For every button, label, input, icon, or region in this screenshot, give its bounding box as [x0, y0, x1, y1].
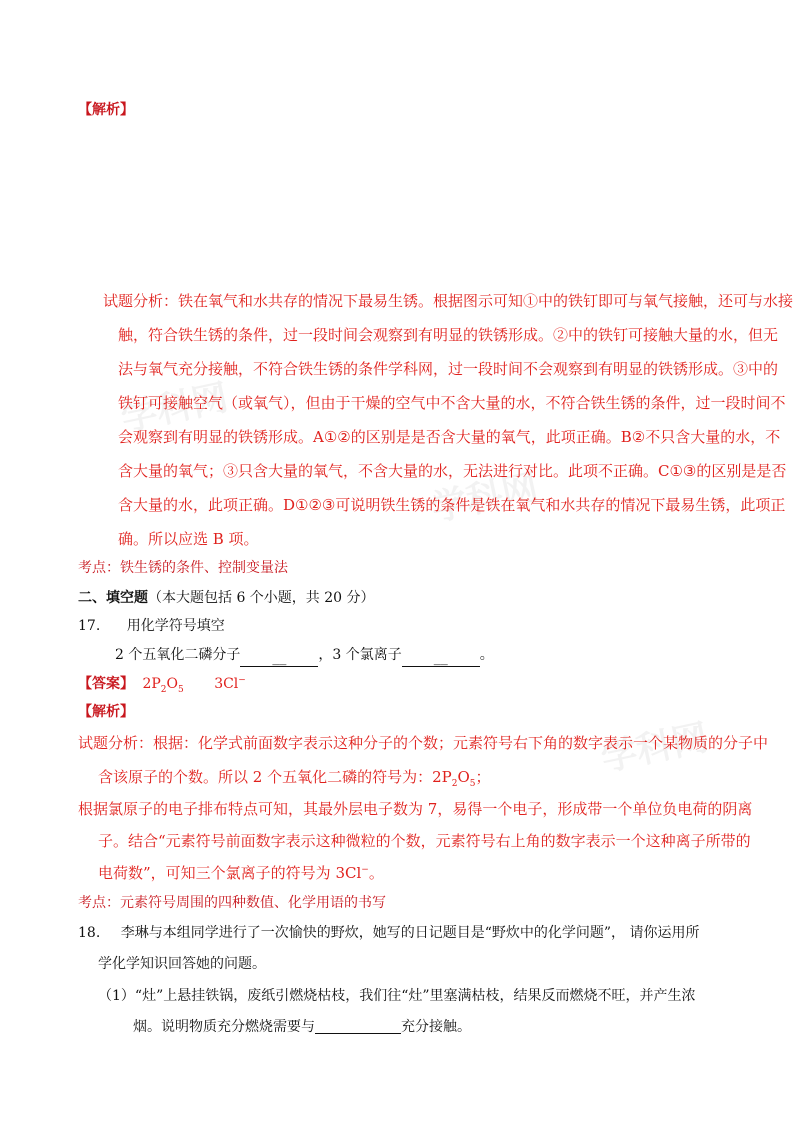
analysis-line: 含大量的水，此项正确。D①②③可说明铁生锈的条件是铁在氧气和水共存的情况下最易生锈，此项正	[118, 496, 786, 514]
question-17	[78, 615, 225, 635]
question-text: 学化学知识回答她的问题。	[98, 956, 266, 972]
analysis-line: 试题分析：根据：化学式前面数字表示这种分子的个数；元素符号右下角的数字表示一个某物质的分子中	[78, 734, 769, 752]
analysis-line: 确。所以应选 B 项。	[118, 530, 259, 548]
section-note: （本大题包括 6 个小题，共 20 分）	[148, 590, 375, 606]
analysis-label: 【解析】	[78, 704, 134, 720]
answer-line	[78, 673, 246, 695]
analysis-line: 会观察到有明显的铁锈形成。A①②的区别是是否含大量的氧气，此项正确。B②不只含大量的水，不	[118, 428, 781, 446]
section-title-label: 二、填空题	[78, 590, 148, 606]
question-18	[78, 922, 699, 942]
answer-blank[interactable]: __	[402, 650, 480, 667]
analysis-line: 子。结合“元素符号前面数字表示这种微粒的个数，元素符号右上角的数字表示一个这种离子所带的	[98, 832, 751, 850]
section-title	[78, 587, 375, 607]
analysis-line: 含该原子的个数。所以 2 个五氧化二磷的符号为：$2P_2O_5$；	[98, 768, 491, 789]
sub-question-1: （1）“灶”上悬挂铁锅，废纸引燃烧枯枝，我们往“灶”里塞满枯枝，结果反而燃烧不旺，并产生浓	[98, 988, 696, 1004]
watermark: 学科网	[427, 467, 542, 530]
answer-blank[interactable]: __	[240, 650, 318, 667]
question-17-blanks	[115, 644, 494, 667]
analysis-line: 铁钉可接触空气（或氧气），但由于干燥的空气中不含大量的水，不符合铁生锈的条件，过一段时间不	[118, 394, 786, 412]
analysis-line: 试题分析：铁在氧气和水共存的情况下最易生锈。根据图示可知①中的铁钉即可与氧气接触，还可与水接	[103, 292, 794, 310]
analysis-line: 触，符合铁生锈的条件，过一段时间会观察到有明显的铁锈形成。②中的铁钉可接触大量的水，但无	[118, 326, 779, 344]
blank-prompt-a: 2 个五氧化二磷分子	[115, 647, 241, 663]
sub-question-1-line2: 烟。说明物质充分燃烧需要与 充分接触。	[133, 1019, 471, 1035]
analysis-line: 法与氧气充分接触，不符合铁生锈的条件学科网，过一段时间不会观察到有明显的铁锈形成。③中的	[118, 360, 779, 378]
answer-blank[interactable]	[315, 1017, 401, 1034]
analysis-label: 【解析】	[78, 102, 134, 118]
answer-value-a: $2P_2O_5$	[142, 676, 184, 695]
watermark: 学科网	[597, 717, 712, 780]
question-number: 17.	[78, 618, 101, 634]
analysis-line: 含大量的氧气；③只含大量的氧气，不含大量的水，无法进行对比。此项不正确。C①③的区别是是否	[118, 462, 787, 480]
answer-value-b: 3Cl−	[214, 675, 246, 692]
analysis-line: 电荷数”，可知三个氯离子的符号为 3Cl−。	[98, 864, 384, 882]
question-prompt: 用化学符号填空	[126, 618, 225, 634]
line-end: 。	[479, 647, 494, 663]
question-text: 李琳与本组同学进行了一次愉快的野炊，她写的日记题目是“野炊中的化学问题”， 请你运用所	[120, 925, 700, 941]
kaodian-line: 考点：元素符号周围的四种数值、化学用语的书写	[78, 895, 386, 911]
kaodian-line: 考点：铁生锈的条件、控制变量法	[78, 560, 288, 576]
analysis-line: 根据氯原子的电子排布特点可知，其最外层电子数为 7，易得一个电子，形成带一个单位负电荷的阴离	[78, 800, 753, 818]
watermark: 学科网	[117, 377, 232, 440]
blank-prompt-b: ，3 个氯离子	[318, 647, 402, 663]
answer-label: 【答案】	[78, 676, 134, 692]
question-number: 18.	[78, 925, 101, 941]
